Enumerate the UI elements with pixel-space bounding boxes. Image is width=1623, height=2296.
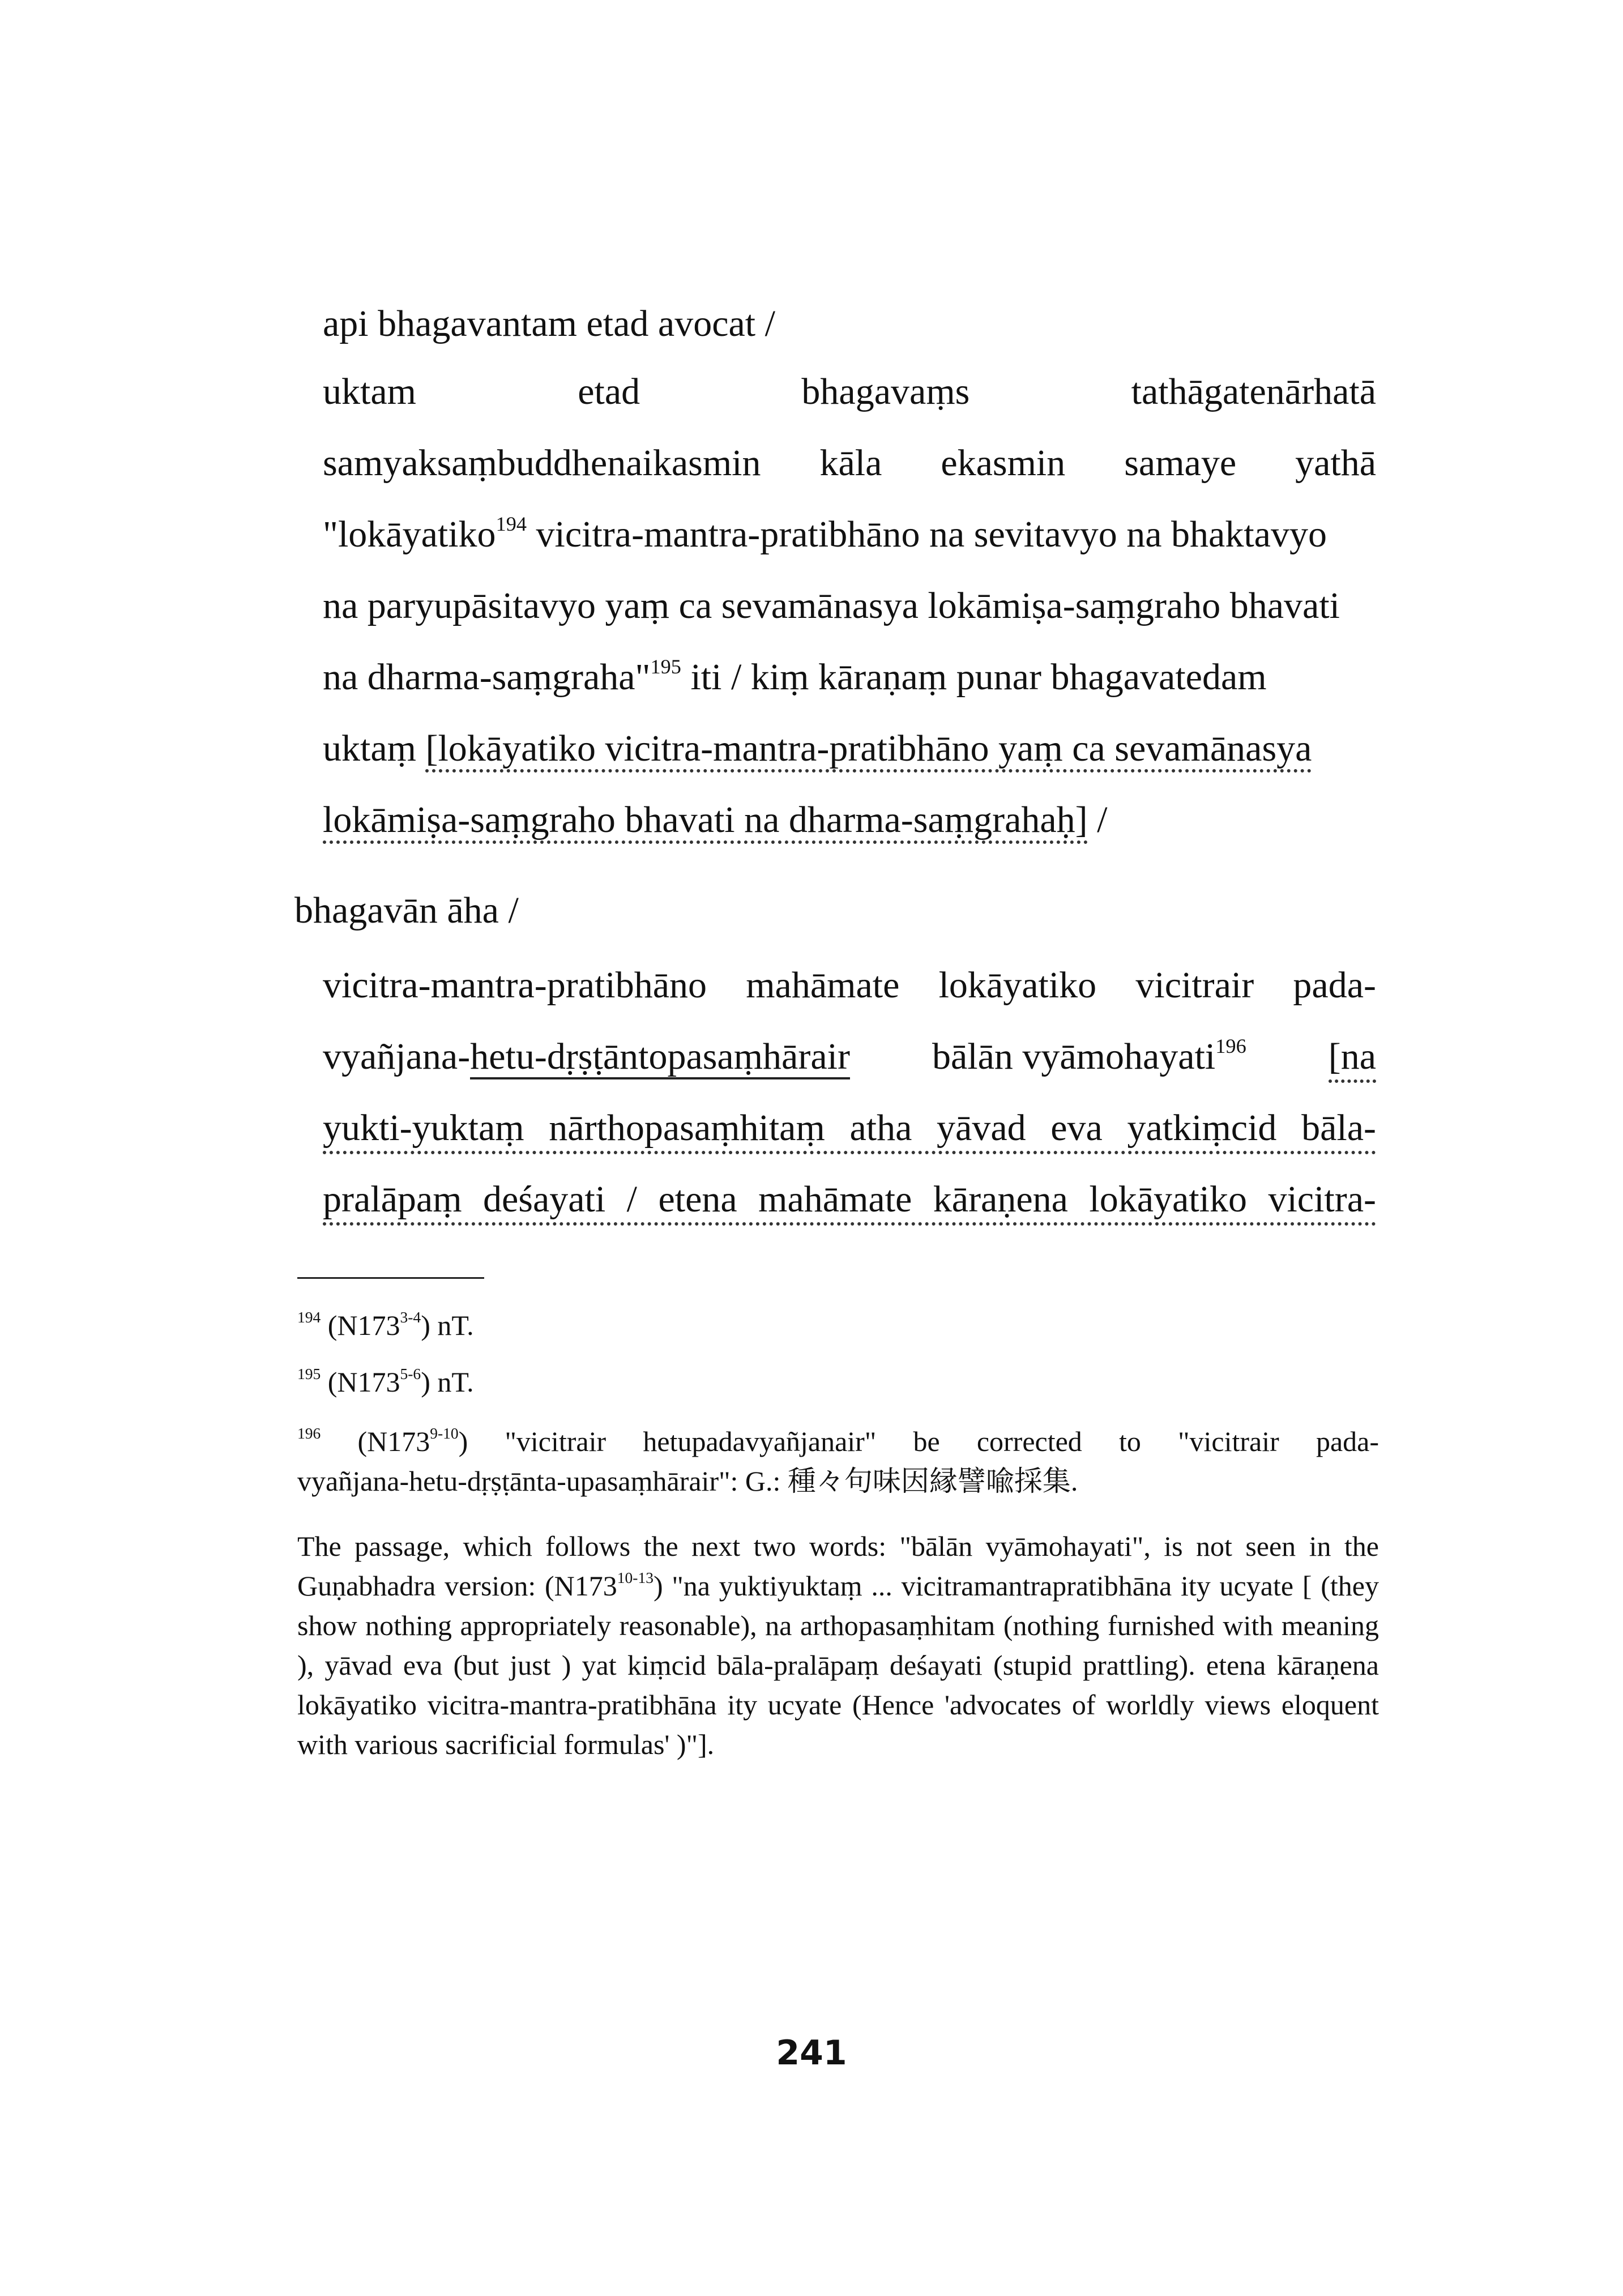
- footnote-ref-196: 196: [1215, 1034, 1246, 1057]
- footnote-rule: [297, 1277, 484, 1279]
- text-line-5: na paryupāsitavyo yaṃ ca sevamānasya lokāmiṣa-saṃgraho bhavati: [323, 585, 1340, 626]
- dotted-emphasis: [lokāyatiko vicitra-mantra-pratibhāno yaṃ ca sevamānasya: [425, 728, 1312, 773]
- text-line-7: uktaṃ [lokāyatiko vicitra-mantra-pratibhāno yaṃ ca sevamānasya: [323, 726, 1376, 771]
- dotted-emphasis: lokāmiṣa-saṃgraho bhavati na dharma-saṃgrahaḥ]: [323, 799, 1088, 844]
- text-line-4: "lokāyatiko$^{194}$ vicitra-mantra-pratibhāno na sevitavyo na bhaktavyo: [323, 512, 1327, 555]
- text-line-9: bhagavān āha /: [294, 890, 519, 931]
- text-line-3: samyaksaṃbuddhenaikasmin kāla ekasmin samaye yathā: [323, 442, 1376, 484]
- footnote-196: $^{196}$ (N173$^{9-10}$) "vicitrair hetupadavyañjanair" be corrected to "vicitrair pada- vyañjana-hetu-dṛṣṭānta-upasaṃhārair": G.: 種々句味因縁譬喩採集.: [297, 1424, 1379, 1497]
- text-line-8: lokāmiṣa-saṃgraho bhavati na dharma-saṃgrahaḥ] /: [323, 797, 1376, 843]
- footnote-196-note: The passage, which follows the next two words: "bālān vyāmohayati", is not seen in the Guṇabhadra version: (N173$^{10-13}$) "na yuktiyuktaṃ ... vicitramantrapratibhāna ity ucyate [ (they show nothing appropriately reasonable), na arthopasaṃhitam (nothing furnished with meaning ), yāvad eva (but just ) yat kiṃcid bāla-pralāpaṃ deśayati (stupid prattling). etena kāraṇena lokāyatiko vicitra-mantra-pratibhāna ity ucyate (Hence 'advocates of worldly views eloquent with various sacrificial formulas' )"].: [297, 1530, 1379, 1760]
- footnote-195: $^{195}$ (N173$^{5-6}$) nT.: [297, 1365, 474, 1398]
- footnote-194: $^{194}$ (N173$^{3-4}$) nT.: [297, 1308, 474, 1341]
- page-number: 241: [776, 2033, 847, 2073]
- text-line-1: api bhagavantam etad avocat /: [323, 303, 775, 344]
- dotted-emphasis: [na: [1329, 1034, 1376, 1083]
- text-line-2: uktam etad bhagavaṃs tathāgatenārhatā: [323, 371, 1376, 412]
- text-line-10: vicitra-mantra-pratibhāno mahāmate lokāyatiko vicitrair pada-: [323, 965, 1376, 1006]
- text-line-11: vyañjana-hetu-dṛṣṭāntopasaṃhārair bālān vyāmohayati$^{196}$ [na: [323, 1034, 1376, 1083]
- text-line-12: yukti-yuktaṃ nārthopasaṃhitaṃ atha yāvad eva yatkiṃcid bāla-: [323, 1106, 1376, 1154]
- text-line-13: pralāpaṃ deśayati / etena mahāmate kāraṇena lokāyatiko vicitra-: [323, 1177, 1376, 1226]
- text-line-6: na dharma-saṃgraha"$^{195}$ iti / kiṃ kāraṇaṃ punar bhagavatedam: [323, 655, 1267, 698]
- footnote-ref-194: 194: [496, 512, 527, 535]
- footnote-ref-195: 195: [650, 655, 681, 678]
- underlined-phrase: hetu-dṛṣṭāntopasaṃhārair: [470, 1036, 850, 1079]
